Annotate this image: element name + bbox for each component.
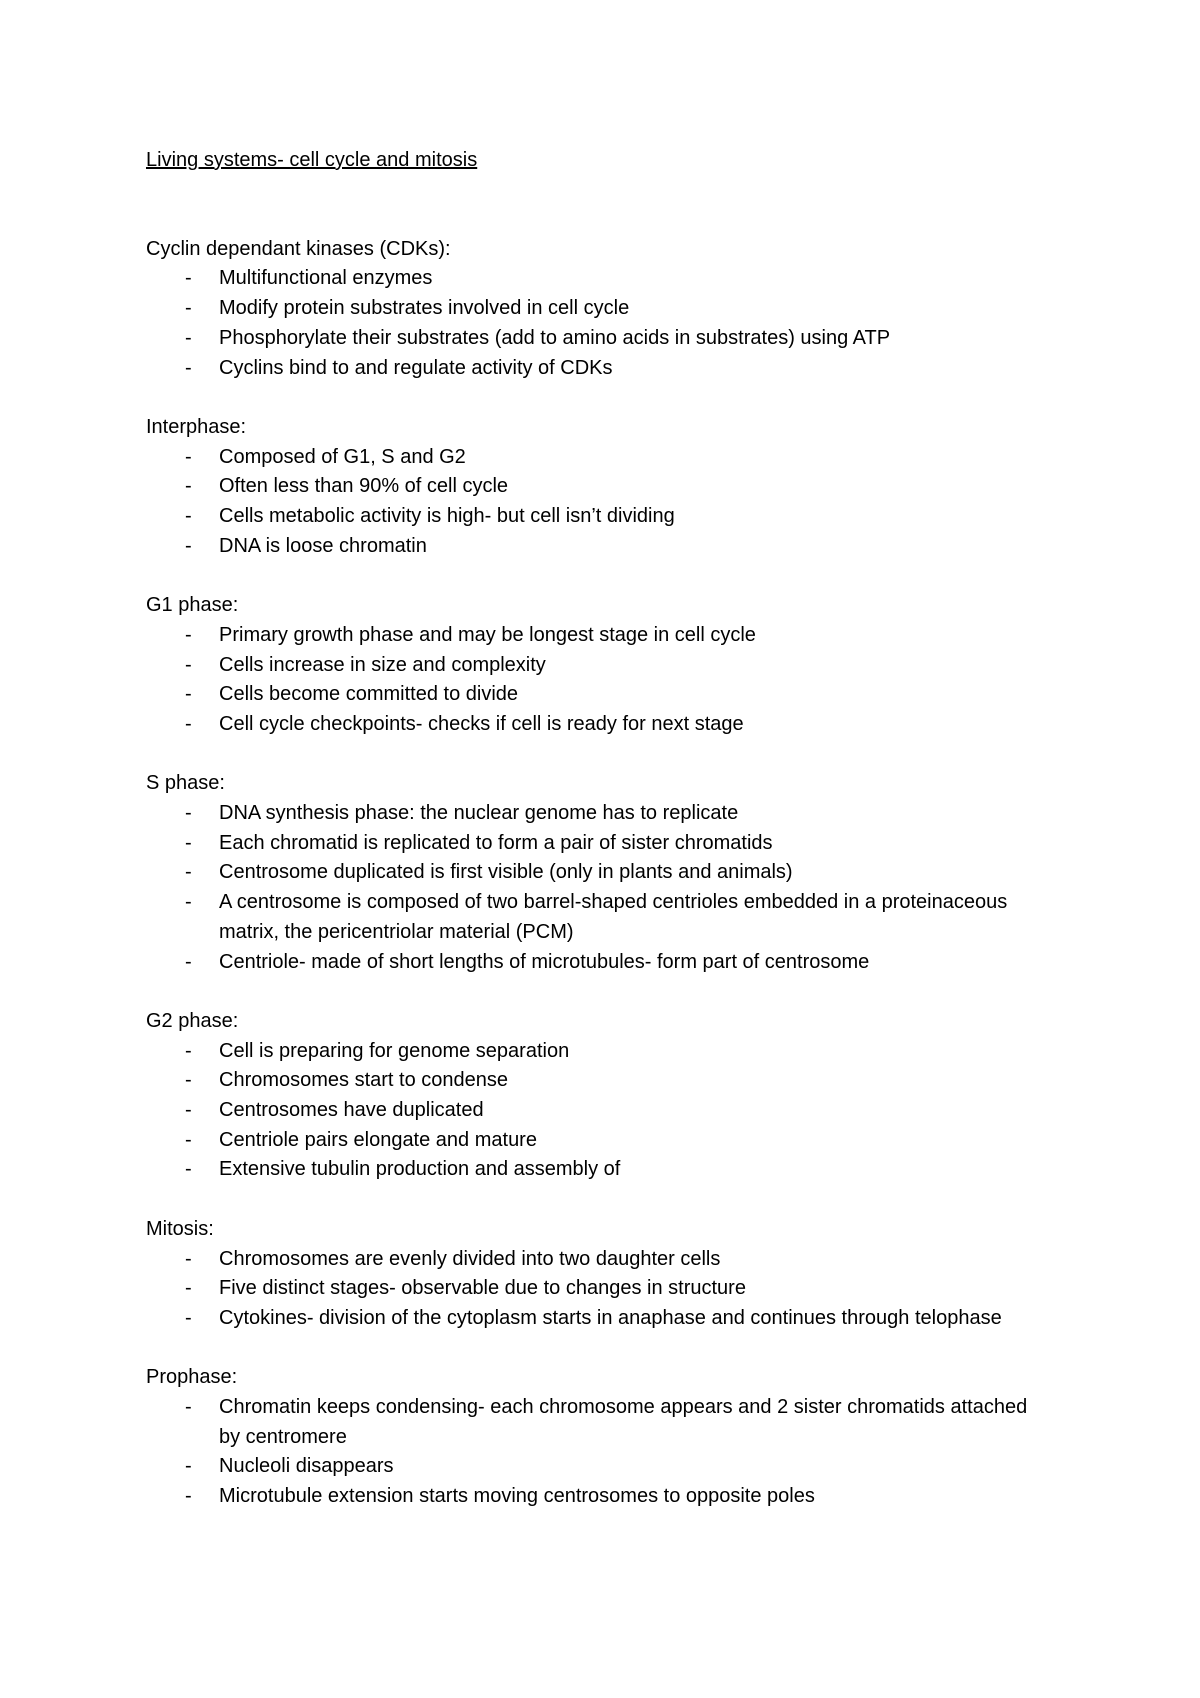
section-prophase [146,1363,1046,1512]
list-item: - DNA is loose chromatin [146,532,1046,562]
list-item: - Chromosomes are evenly divided into two daughter cells [146,1245,1046,1275]
section-heading: G1 phase: [146,594,239,617]
list-item: - Cytokines- division of the cytoplasm starts in anaphase and continues through telophase [146,1304,1046,1334]
document-title: Living systems- cell cycle and mitosis [146,149,478,171]
list-item: - Often less than 90% of cell cycle [146,472,1046,502]
section-interphase [146,413,1046,562]
section-cdks [146,235,1046,384]
bullet-list [146,1393,1046,1512]
list-item: - Centrosomes have duplicated [146,1096,1046,1126]
list-item: - Chromosomes start to condense [146,1066,1046,1096]
list-item: - Cells increase in size and complexity [146,651,1046,681]
bullet-list [146,1037,1046,1186]
list-item: - Primary growth phase and may be longest stage in cell cycle [146,621,1046,651]
bullet-list [146,799,1046,977]
section-heading: Cyclin dependant kinases (CDKs): [146,237,451,260]
list-item: - DNA synthesis phase: the nuclear genome has to replicate [146,799,1046,829]
section-heading: Interphase: [146,415,247,438]
list-item: - Five distinct stages- observable due to changes in structure [146,1274,1046,1304]
list-item: - Microtubule extension starts moving centrosomes to opposite poles [146,1482,1046,1512]
list-item: - Modify protein substrates involved in cell cycle [146,294,1046,324]
list-item: - Cell cycle checkpoints- checks if cell is ready for next stage [146,710,1046,740]
list-item: - Cell is preparing for genome separation [146,1037,1046,1067]
section-heading: Prophase: [146,1366,238,1389]
list-item: - Nucleoli disappears [146,1452,1046,1482]
list-item: - A centrosome is composed of two barrel-shaped centrioles embedded in a proteinaceous matrix, the pericentriolar material (PCM) [146,888,1046,947]
bullet-list [146,443,1046,562]
list-item: - Cells metabolic activity is high- but cell isn’t dividing [146,502,1046,532]
list-item: - Centriole- made of short lengths of microtubules- form part of centrosome [146,948,1046,978]
bullet-list [146,1245,1046,1334]
list-item: - Chromatin keeps condensing- each chromosome appears and 2 sister chromatids attached by centromere [146,1393,1046,1452]
list-item: - Centrosome duplicated is first visible (only in plants and animals) [146,858,1046,888]
list-item: - Phosphorylate their substrates (add to amino acids in substrates) using ATP [146,324,1046,354]
bullet-list [146,264,1046,383]
bullet-list [146,621,1046,740]
section-heading: Mitosis: [146,1217,214,1240]
list-item: - Each chromatid is replicated to form a pair of sister chromatids [146,829,1046,859]
list-item: - Centriole pairs elongate and mature [146,1126,1046,1156]
section-mitosis [146,1215,1046,1334]
section-heading: S phase: [146,772,225,795]
list-item: - Multifunctional enzymes [146,264,1046,294]
section-s-phase [146,769,1046,977]
section-g1-phase [146,591,1046,740]
section-heading: G2 phase: [146,1009,239,1032]
list-item: - Cells become committed to divide [146,680,1046,710]
section-g2-phase [146,1007,1046,1185]
document-page [146,146,1046,1542]
list-item: - Composed of G1, S and G2 [146,443,1046,473]
list-item: - Cyclins bind to and regulate activity of CDKs [146,354,1046,384]
list-item: - Extensive tubulin production and assembly of [146,1155,1046,1185]
